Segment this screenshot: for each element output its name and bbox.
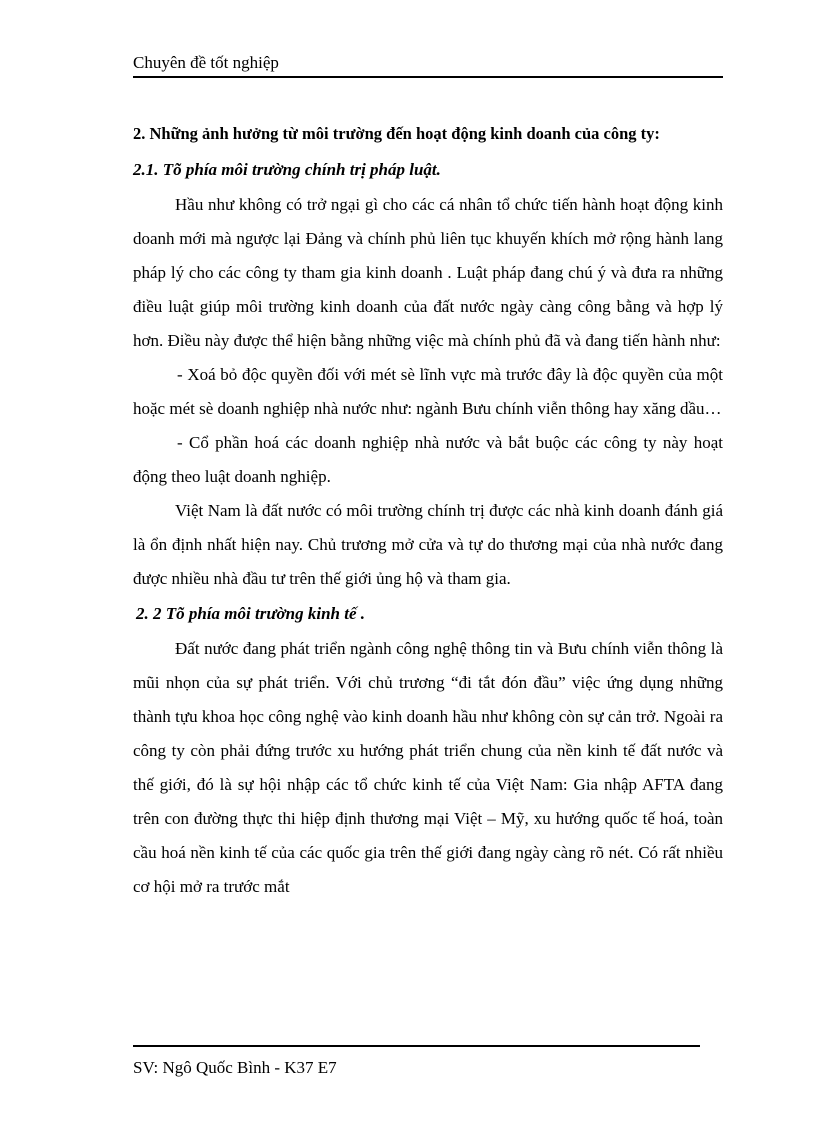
bullet-paragraph: - Xoá bỏ độc quyền đối với mét sè lĩnh vực mà trước đây là độc quyền của một hoặc mét sè doanh nghiệp nhà nước như: ngành Bưu chính viễn thông hay xăng dầu…	[133, 365, 723, 418]
bullet-paragraph: - Cổ phần hoá các doanh nghiệp nhà nước và bắt buộc các công ty này hoạt động theo luật doanh nghiệp.	[133, 433, 723, 486]
page-header: Chuyên đề tốt nghiệp	[133, 53, 279, 72]
paragraph: Việt Nam là đất nước có môi trường chính trị được các nhà kinh doanh đánh giá là ổn định nhất hiện nay. Chủ trương mở cửa và tự do thương mại của nhà nước đang được nhiều nhà đầu tư trên thế giới ủng hộ và tham gia.	[133, 501, 723, 588]
paragraph: Hầu như không có trở ngại gì cho các cá nhân tổ chức tiến hành hoạt động kinh doanh mới mà ngược lại Đảng và chính phủ liên tục khuyến khích mở rộng hành lang pháp lý cho các công ty tham gia kinh doanh . Luật pháp đang chú ý và đưa ra những điều luật giúp môi trường kinh doanh của đất nước ngày càng công bằng và hợp lý hơn. Điều này được thể hiện bằng những việc mà chính phủ đã và đang tiến hành như:	[133, 195, 723, 350]
footer-divider	[133, 1045, 700, 1047]
subsection-heading-2-2: 2. 2 Tõ phía môi trường kinh tế .	[136, 604, 366, 623]
document-body	[133, 116, 723, 904]
page-footer: SV: Ngô Quốc Bình - K37 E7	[133, 1058, 337, 1077]
header-divider	[133, 76, 723, 78]
paragraph: Đất nước đang phát triển ngành công nghệ thông tin và Bưu chính viễn thông là mũi nhọn của sự phát triển. Với chủ trương “đi tắt đón đầu” việc ứng dụng những thành tựu khoa học công nghệ vào kinh doanh hầu như không còn sự cản trở. Ngoài ra công ty còn phải đứng trước xu hướng phát triển chung của nền kinh tế đất nước và thế giới, đó là sự hội nhập các tổ chức kinh tế của Việt Nam: Gia nhập AFTA đang trên con đường thực thi hiệp định thương mại Việt – Mỹ, xu hướng quốc tế hoá, toàn cầu hoá nền kinh tế của các quốc gia trên thế giới đang ngày càng rõ nét. Có rất nhiều cơ hội mở ra trước mắt	[133, 639, 723, 896]
section-heading: 2. Những ảnh hưởng từ môi trường đến hoạt động kinh doanh của công ty:	[133, 124, 660, 143]
subsection-heading-2-1: 2.1. Tõ phía môi trường chính trị pháp luật.	[133, 160, 441, 179]
